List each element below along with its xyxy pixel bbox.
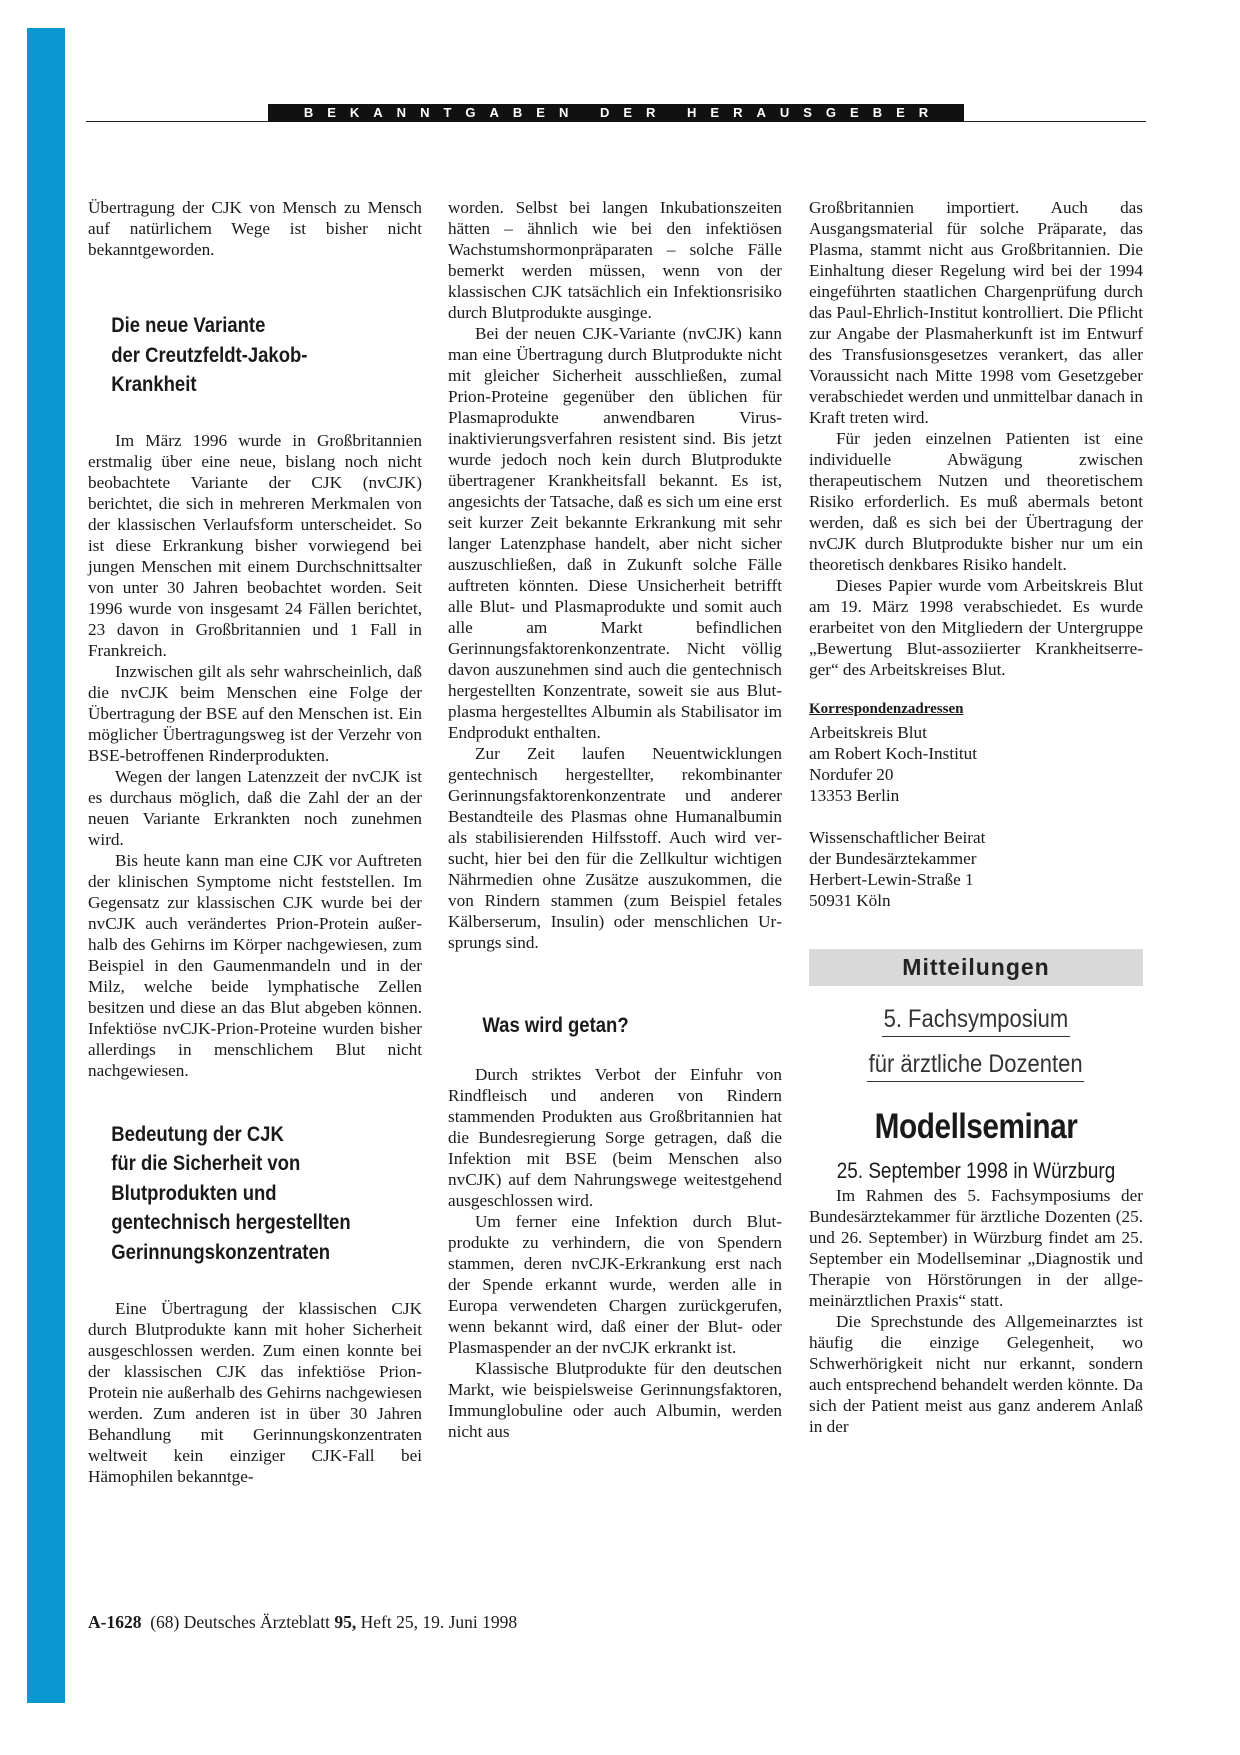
column-3 <box>809 197 1143 1437</box>
heading-new-variant <box>88 311 375 400</box>
paragraph: Bei der neuen CJK-Variante (nvCJK) kann man eine Übertragung durch Blutprodukte nicht mit gleicher Sicherheit ausschließen, zumal Prion-Proteine gegenüber den üblichen für Plasmaprodukte anwendbaren Virusinaktivierungsverfahren resistent sind. Bis jetzt wurde jedoch noch kein durch Blutprodukte übertragener Krankheitsfall bekannt. Es ist, angesichts der Tatsache, daß es sich um eine erst seit kurzer Zeit bekannte Erkrankung mit sehr langer Latenzphase handelt, aber nicht sicher auszuschließen, daß in Zukunft solche Fälle auftreten könnten. Diese Unsicherheit betrifft alle Blut- und Plasmaprodukte und somit auch alle am Markt befindlichen Gerinnungsfaktorenkonzentrate. Nicht völlig davon auszunehmen sind auch die gentechnisch hergestellten Konzentrate, soweit sie aus Blutplasma hergestelltes Albumin als Stabilisator im Endprodukt enthalten. <box>448 324 782 742</box>
paragraph: Im Rahmen des 5. Fachsymposiums der Bundesärztekammer für ärztliche Dozenten (25. und 26. September) in Würzburg findet am 25. September ein Modellseminar „Diagnostik und Therapie von Hörstörungen in der allgemeinärztlichen Praxis“ statt. <box>809 1186 1143 1310</box>
address-line: 13353 Berlin <box>809 786 900 805</box>
paragraph: Die Sprechstunde des Allgemeinarztes ist häufig die einzige Gelegenheit, wo Schwerhörigkeit nicht nur erkannt, sondern auch entsprechend behandelt werden könnte. Da sich der Patient meist aus ganz anderem Anlaß in der <box>809 1312 1143 1436</box>
column-2 <box>448 197 782 1442</box>
seminar-title: Modellseminar <box>874 1107 1078 1146</box>
section-header: BEKANNTGABEN DER HERAUSGEBER <box>268 104 964 122</box>
address-block-2 <box>809 827 1143 911</box>
address-line: am Robert Koch-Institut <box>809 744 978 763</box>
footer-volume: 95, <box>334 1612 357 1632</box>
column-1 <box>88 197 422 1487</box>
heading-line: Gerinnungskonzentraten <box>111 1239 331 1264</box>
heading-line: für die Sicherheit von <box>111 1151 301 1175</box>
paragraph: Wegen der langen Latenzzeit der nvCJK ist es durchaus möglich, daß die Zahl der an der neuen Variante Erkrankten noch zunehmen wird. <box>88 766 422 849</box>
paragraph: Eine Übertragung der klassischen CJK durch Blutprodukte kann mit hoher Sicherheit ausgeschlossen werden. Zum einen konnte bei der klassischen CJK das infektiöse Prion-Protein nie außerhalb des Gehirns nachgewiesen werden. Zum anderen ist in über 30 Jahren Behandlung mit Gerinnungskonzentraten weltweit kein einziger CJK-Fall bei Hämophilen bekanntge- <box>88 1299 422 1486</box>
address-line: der Bundesärztekammer <box>809 849 977 868</box>
paragraph: Im März 1996 wurde in Großbritannien erstmalig über eine neue, bislang noch nicht beobachtete Variante der CJK (nvCJK) berichtet, die sich in mehreren Merkmalen von der klassischen Verlaufsform unterscheidet. So ist diese Erkrankung bisher vorwiegend bei jungen Menschen mit einem Durchschnittsalter von unter 30 Jahren beobachtet worden. Seit 1996 wurde von insgesamt 24 Fällen berichtet, 23 davon in Großbritannien und 1 Fall in Frankreich. <box>88 430 422 660</box>
heading-line: gentechnisch hergestellten <box>111 1210 351 1234</box>
heading-line: Blutprodukten und <box>111 1180 277 1205</box>
paragraph: Bis heute kann man eine CJK vor Auftreten der klinischen Symptome nicht feststellen. Im Gegensatz zur klassischen CJK wurde bei der nvCJK auch verändertes Prion-Protein außerhalb des Gehirns im Körper nachgewiesen, zum Beispiel in den Gaumenmandeln und in der Milz, welche beide lymphatische Zellen besitzen und diese an das Blut abgeben können. Infektiöse nvCJK-Prion-Proteine wurden bisher allerdings in menschlichem Blut nicht nachgewiesen. <box>88 850 422 1080</box>
address-line: Nordufer 20 <box>809 765 894 784</box>
symposium-title-line-1 <box>809 1004 1143 1037</box>
paragraph: Für jeden einzelnen Patienten ist eine individuelle Abwägung zwischen therapeutischem Nutzen und theoretischem Risiko erforderlich. Es muß abermals betont werden, daß es sich bei der Übertragung der nvCJK durch Blutprodukte bisher nur um ein theoretisch denkbares Risiko handelt. <box>809 429 1143 574</box>
footer-journal: (68) Deutsches Ärzteblatt <box>150 1612 331 1632</box>
address-line: Herbert-Lewin-Straße 1 <box>809 870 974 889</box>
paragraph: Dieses Papier wurde vom Arbeitskreis Blut am 19. März 1998 verabschiedet. Es wurde erarbeitet von den Mitgliedern der Untergruppe „Bewertung Blut-assoziierter Krankheitserreger“ des Arbeitskreises Blut. <box>809 576 1143 679</box>
seminar-date: 25. September 1998 in Würzburg <box>836 1158 1116 1183</box>
paragraph: Großbritannien importiert. Auch das Ausgangsmaterial für solche Präparate, das Plasma, stammt nicht aus Großbritannien. Die Einhaltung dieser Regelung wird bei der 1994 eingeführten staatlichen Chargenprüfung durch das Paul-Ehrlich-Institut kontrolliert. Die Pflicht zur Angabe der Plasmaherkunft ist im Entwurf des Transfusionsgesetzes verankert, das aller Voraussicht nach Mitte 1998 vom Gesetzgeber verabschiedet werden und unmittelbar danach in Kraft treten wird. <box>809 198 1143 427</box>
heading-significance <box>88 1120 375 1268</box>
heading-line: Die neue Variante <box>111 313 266 337</box>
symposium-title-line-2 <box>809 1049 1143 1082</box>
symposium-text: 5. Fachsymposium <box>882 1004 1070 1037</box>
paragraph: Durch striktes Verbot der Einfuhr von Rindfleisch und anderen von Rindern stammenden Produkten aus Großbritannien hat die Bundesregierung Sorge getragen, daß die Infektion mit BSE (beim Menschen also nvCJK) auf dem Nahrungswege weitestgehend ausgeschlossen wird. <box>448 1064 782 1210</box>
paragraph: Um ferner eine Infektion durch Blutprodukte zu verhindern, die von Spendern stammen, deren nvCJK-Erkrankung erst nach der Spende erkannt wurde, werden alle in Europa verwendeten Chargen zurückgerufen, wenn bekannt wird, daß einer der Blut- oder Plasmaspender an der nvCJK erkrankt ist. <box>448 1211 782 1357</box>
paragraph: Inzwischen gilt als sehr wahrscheinlich, daß die nvCJK beim Menschen eine Folge der Übertragung der BSE auf den Menschen ist. Ein möglicher Übertragungsweg ist der Verzehr von BSE-betroffenen Rinderprodukten. <box>88 661 422 765</box>
heading-line: Krankheit <box>111 372 197 396</box>
correspondence-heading: Korrespondenzadressen <box>809 701 964 717</box>
heading-line: Bedeutung der CJK <box>111 1121 284 1146</box>
page-footer <box>88 1612 517 1632</box>
symposium-text: für ärztliche Dozenten <box>867 1049 1085 1082</box>
paragraph: Klassische Blutprodukte für den deutschen Markt, wie beispielsweise Gerinnungsfaktoren, Immunglobuline oder auch Albumin, werden nicht aus <box>448 1358 782 1441</box>
paragraph: worden. Selbst bei langen Inkubationszeiten hätten – ähnlich wie bei den infektiösen Wachstumshormonpräparaten – solche Fälle bemerkt werden müssen, wenn von der klassischen CJK tatsächlich ein Infektionsrisiko durch Blutprodukte ausginge. <box>448 198 782 322</box>
mitteilungen-box: Mitteilungen <box>809 949 1143 986</box>
address-line: Wissenschaftlicher Beirat <box>809 828 986 847</box>
paragraph: Zur Zeit laufen Neuentwicklungen gentechnisch hergestellter, rekombinanter Gerinnungsfaktorenkonzentrate und anderer Bestandteile des Plasmas ohne Humanalbumin als stabilisierenden Hilfsstoff. Auch wird versucht, hier bei den für die Zellkultur wichtigen Nährmedien ohne Zusätze auszukommen, die von Rindern stammen (zum Beispiel fetales Kälberserum, Insulin) oder menschlichen Ursprungs sind. <box>448 744 782 952</box>
address-block-1 <box>809 722 1143 806</box>
page-number: A-1628 <box>88 1612 142 1632</box>
paragraph-intro: Übertragung der CJK von Mensch zu Mensch auf natürlichem Wege ist bisher nicht bekanntgeworden. <box>88 198 422 259</box>
heading-what-is-done: Was wird getan? <box>482 1013 629 1037</box>
address-line: Arbeitskreis Blut <box>809 723 927 742</box>
footer-issue: Heft 25, 19. Juni 1998 <box>360 1612 518 1632</box>
address-line: 50931 Köln <box>809 891 891 910</box>
heading-line: der Creutzfeldt-Jakob- <box>111 342 308 367</box>
accent-side-bar <box>27 28 65 1703</box>
